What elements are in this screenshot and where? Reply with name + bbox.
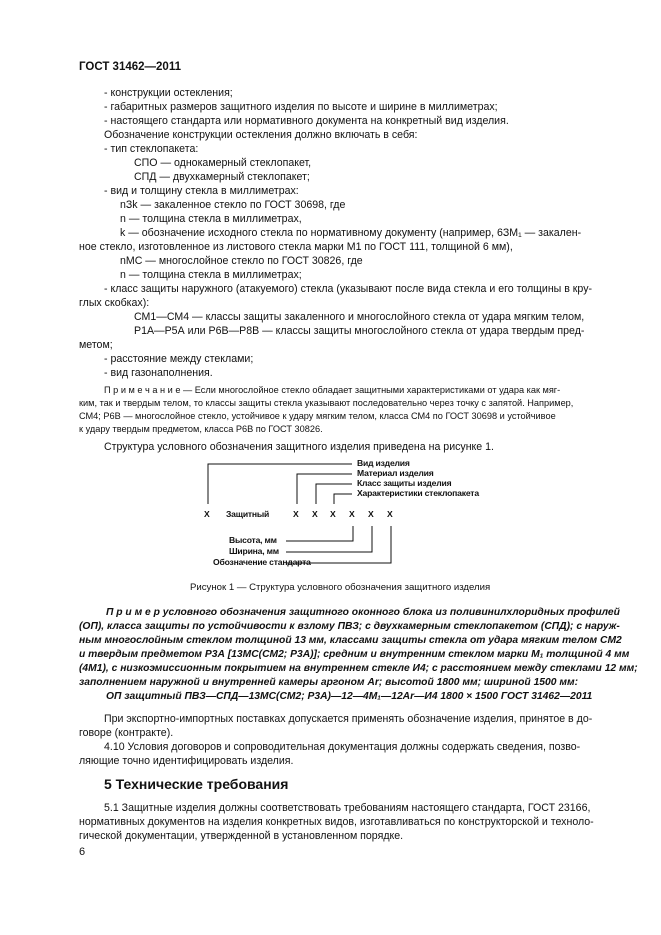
- text-line: говоре (контракте).: [79, 727, 174, 739]
- text-line: nЗk — закаленное стекло по ГОСТ 30698, где: [120, 199, 346, 211]
- example-designation: ОП защитный ПВЗ—СПД—13МС(СМ2; Р3А)—12—4М₁—12Ar—И4 1800 × 1500 ГОСТ 31462—2011: [106, 691, 593, 702]
- figure-x-mark: Х: [293, 509, 299, 519]
- example-first-line: [106, 607, 620, 619]
- text-line: метом;: [79, 339, 113, 351]
- note-text: — Если многослойное стекло обладает защитными характеристиками от удара как мяг-: [180, 385, 561, 395]
- text-line: ляющие точно идентифицировать изделия.: [79, 755, 294, 767]
- figure-label-characteristics: Характеристики стеклопакета: [357, 488, 479, 498]
- text-line: k — обозначение исходного стекла по нормативному документу (например, 6ЗМ₁ — закален-: [120, 227, 582, 239]
- figure-x-mark: Х: [204, 509, 210, 519]
- figure-x-mark: Х: [368, 509, 374, 519]
- text-line: - вид газонаполнения.: [104, 367, 213, 379]
- bracket-line-height: [286, 526, 353, 541]
- figure-caption: Рисунок 1 — Структура условного обозначения защитного изделия: [190, 582, 491, 593]
- figure-label-vid: Вид изделия: [357, 458, 410, 468]
- figure-x-mark: Х: [312, 509, 318, 519]
- bracket-line-material: [297, 474, 352, 504]
- example-line: заполнением наружной и внутренней камеры аргоном Ar; высотой 1800 мм; шириной 1500 мм:: [79, 677, 579, 688]
- text-line: 5.1 Защитные изделия должны соответствовать требованиям настоящего стандарта, ГОСТ 23166,: [104, 802, 591, 814]
- text-line: 4.10 Условия договоров и сопроводительная документация должны содержать сведения, позво-: [104, 741, 581, 753]
- section-title: 5 Технические требования: [104, 776, 289, 792]
- bracket-line-glass: [334, 494, 352, 504]
- example-line: (4М1), с низкоэмиссионным покрытием на внутреннем стекле И4; с расстоянием между стеклами 12 мм;: [79, 663, 638, 674]
- text-line: нормативных документов на изделия конкретных видов, изготавливаться по конструкторской и техноло-: [79, 816, 594, 828]
- bracket-line-width: [286, 526, 372, 552]
- text-line: Обозначение конструкции остекления должно включать в себя:: [104, 129, 418, 141]
- text-line: При экспортно-импортных поставках допускается применять обозначение изделия, принятое в до-: [104, 713, 593, 725]
- figure-word: Защитный: [226, 509, 270, 519]
- example-text: условного обозначения защитного оконного блока из поливинилхлоридных профилей: [159, 607, 620, 618]
- text-line: - настоящего стандарта или нормативного документа на конкретный вид изделия.: [104, 115, 509, 127]
- note-line: СМ4; Р6В — многослойное стекло, устойчивое к удару мягким телом, класса СМ4 по ГОСТ 30698 и устойчивое: [79, 411, 556, 421]
- text-line: гической документации, утвержденной в установленном порядке.: [79, 830, 404, 842]
- figure-label-width: Ширина, мм: [229, 546, 279, 556]
- text-line: СПД — двухкамерный стеклопакет;: [134, 171, 310, 183]
- text-line: - класс защиты наружного (атакуемого) стекла (указывают после вида стекла и его толщины в кру-: [104, 283, 593, 295]
- figure-x-mark: Х: [349, 509, 355, 519]
- note-line: к удару твердым предметом, класса Р6В по ГОСТ 30826.: [79, 424, 323, 434]
- text-line: Р1А—Р5А или Р6В—Р8В — классы защиты многослойного стекла от удара твердым пред-: [134, 325, 585, 337]
- text-line: nМС — многослойное стекло по ГОСТ 30826, где: [120, 255, 363, 267]
- example-line: (ОП), класса защиты по устойчивости к взлому ПВЗ; с двухкамерным стеклопакетом (СПД); с наруж-: [79, 621, 620, 632]
- text-line: - расстояние между стеклами;: [104, 353, 254, 365]
- example-label: П р и м е р: [106, 607, 160, 618]
- note-line: ким, так и твердым телом, то классы защиты стекла указывают последовательно через точку с запятой. Например,: [79, 398, 574, 408]
- structure-intro: Структура условного обозначения защитного изделия приведена на рисунке 1.: [104, 441, 494, 453]
- text-line: - тип стеклопакета:: [104, 143, 199, 155]
- document-header: ГОСТ 31462—2011: [79, 61, 181, 73]
- text-line: - габаритных размеров защитного изделия по высоте и ширине в миллиметрах;: [104, 101, 498, 113]
- figure-label-standard: Обозначение стандарта: [213, 557, 311, 567]
- text-line: СПО — однокамерный стеклопакет,: [134, 157, 312, 169]
- text-line: ное стекло, изготовленное из листового стекла марки М1 по ГОСТ 111, толщиной 6 мм),: [79, 241, 513, 253]
- example-line: ным многослойным стеклом толщиной 13 мм, классами защиты стекла от удара мягким телом СМ2: [79, 635, 622, 646]
- figure-label-material: Материал изделия: [357, 468, 434, 478]
- figure-x-mark: Х: [387, 509, 393, 519]
- text-line: n — толщина стекла в миллиметрах;: [120, 269, 302, 281]
- note-label: П р и м е ч а н и е: [104, 385, 181, 395]
- text-line: СМ1—СМ4 — классы защиты закаленного и многослойного стекла от удара мягким телом,: [134, 311, 585, 323]
- text-line: - конструкции остекления;: [104, 87, 233, 99]
- figure-label-height: Высота, мм: [229, 535, 277, 545]
- page-number: 6: [79, 846, 86, 858]
- text-line: - вид и толщину стекла в миллиметрах:: [104, 185, 299, 197]
- example-line: и твердым предметом Р3А [13МС(СМ2; Р3А)]; средним и внутренним стеклом марки М₁ толщиной 4 мм: [79, 649, 630, 660]
- text-line: глых скобках):: [79, 297, 150, 309]
- text-line: n — толщина стекла в миллиметрах,: [120, 213, 302, 225]
- figure-label-class: Класс защиты изделия: [357, 478, 452, 488]
- figure-x-mark: Х: [330, 509, 336, 519]
